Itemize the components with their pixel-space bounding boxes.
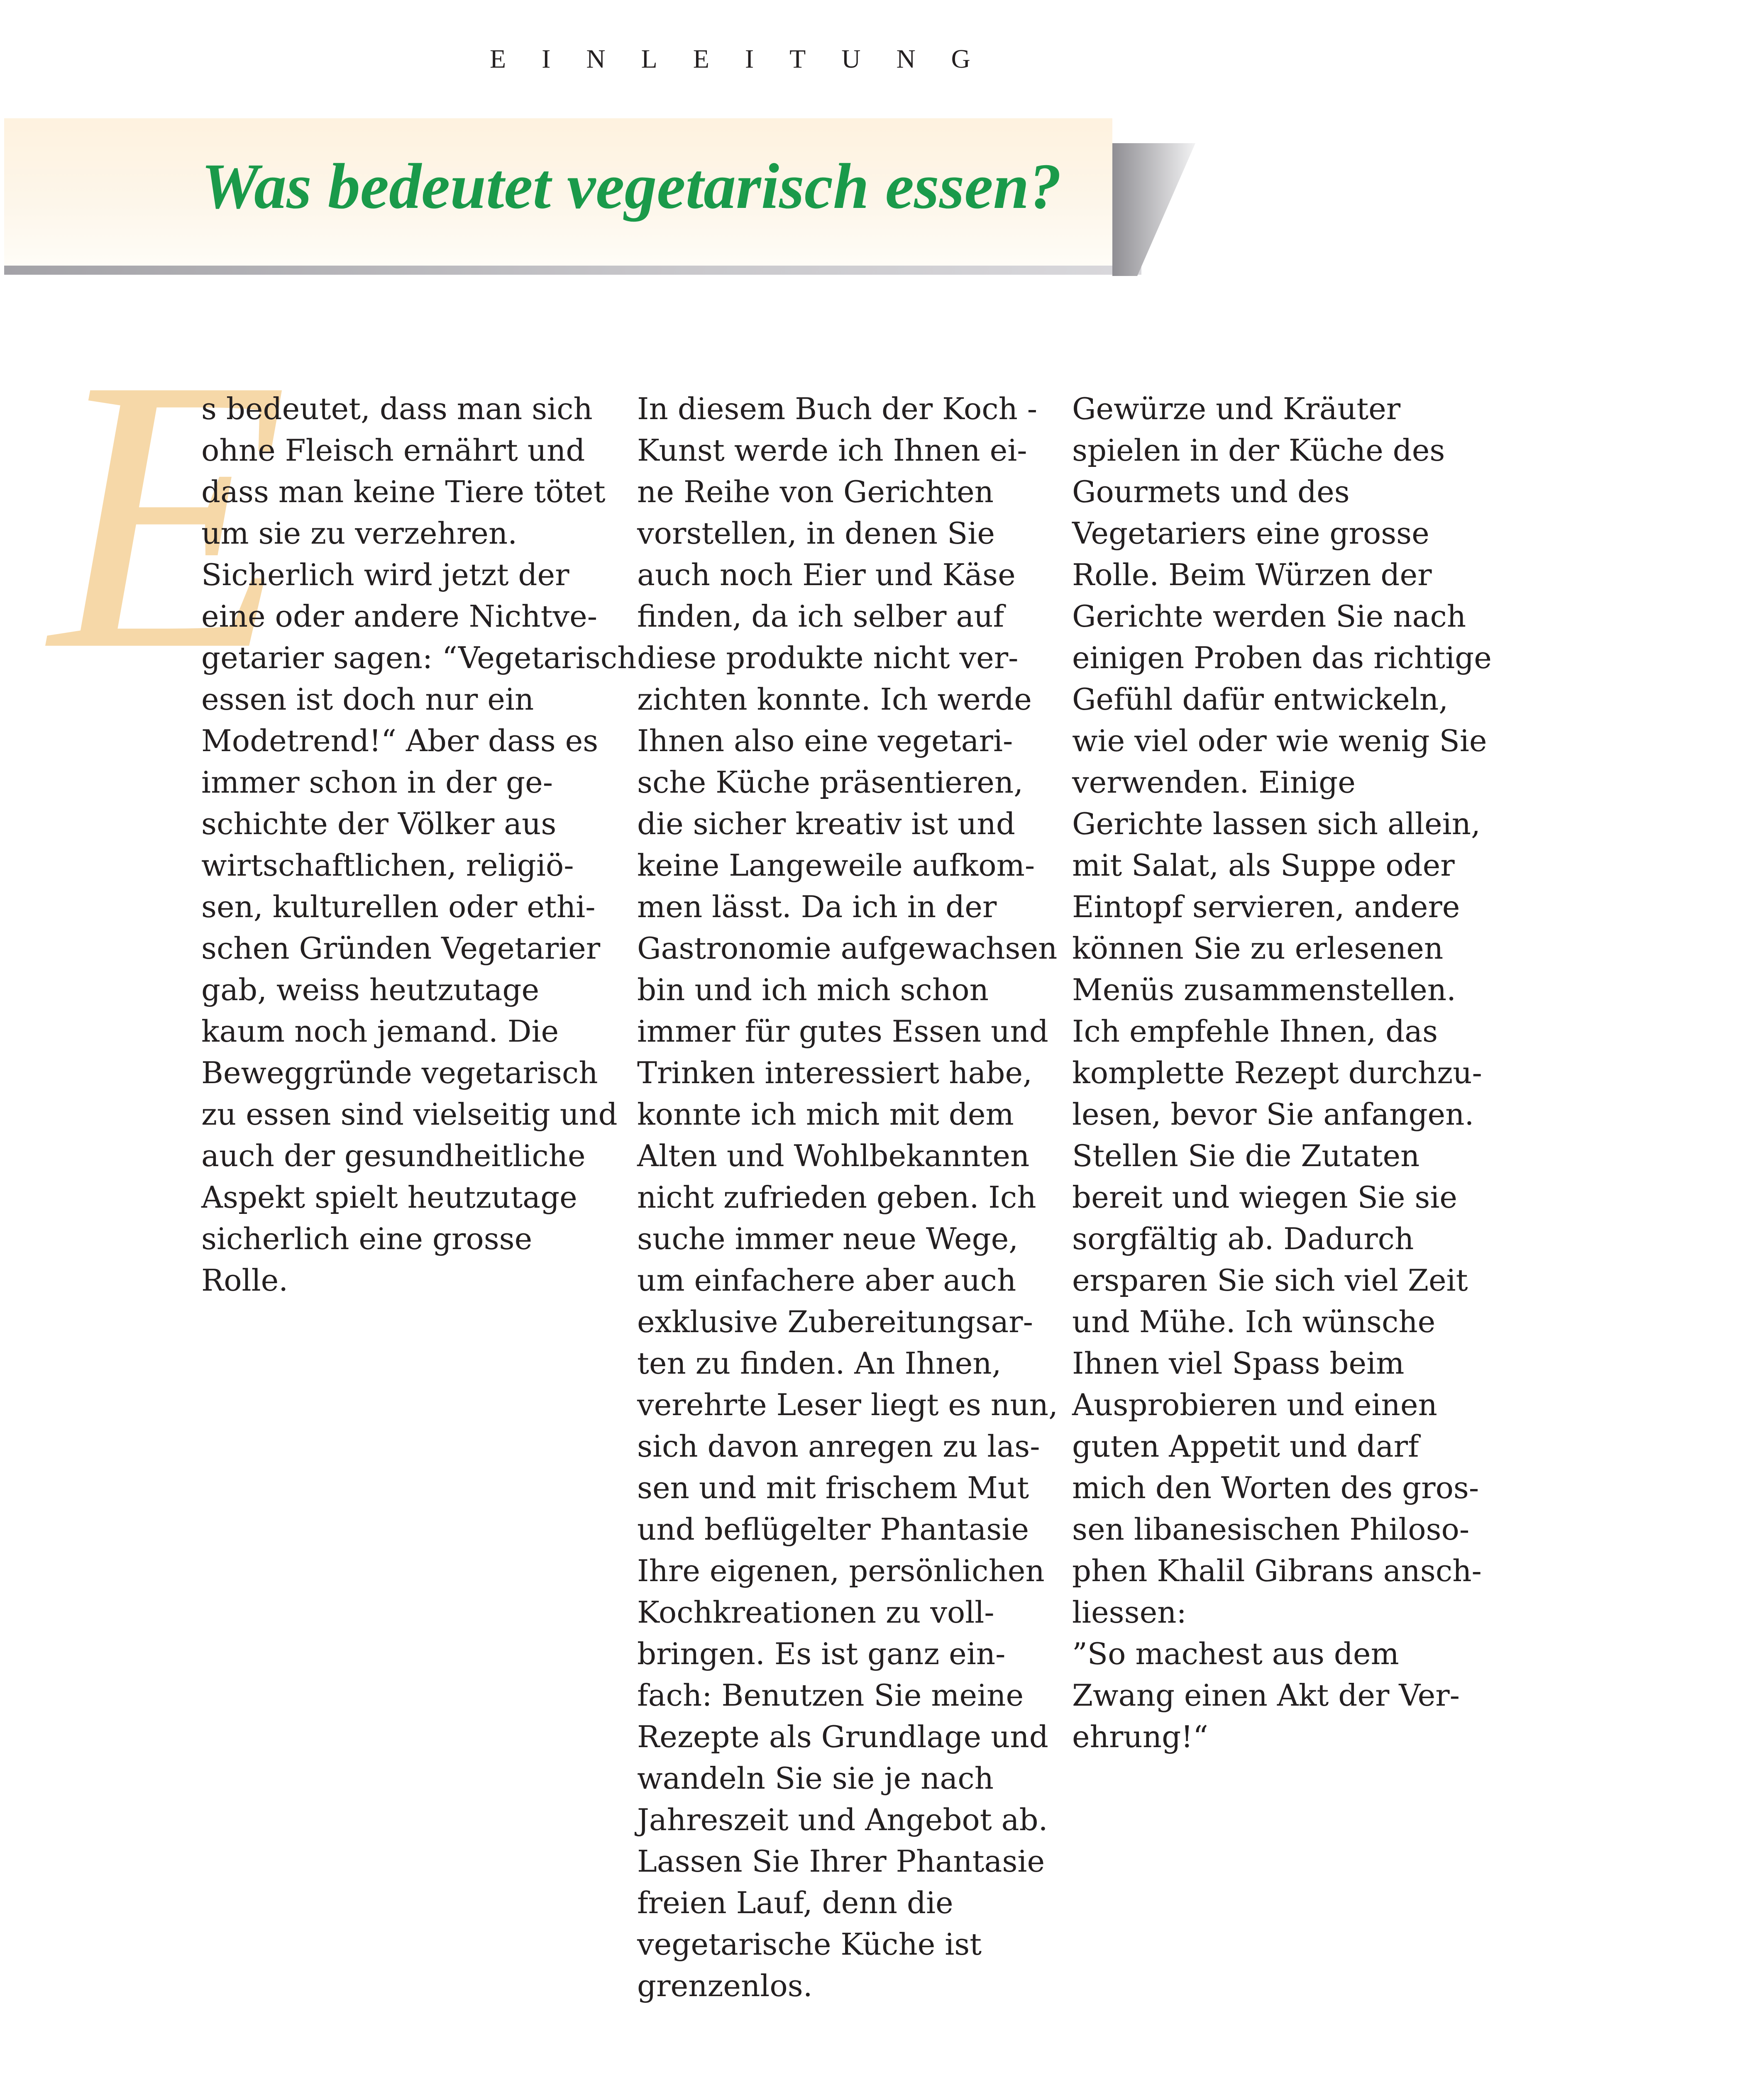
text-line: phen Khalil Gibrans ansch- [1072, 1553, 1482, 1588]
text-line: Ihre eigenen, persönlichen [637, 1553, 1045, 1588]
text-line: wandeln Sie sie je nach [637, 1761, 994, 1796]
text-line: schichte der Völker aus [201, 806, 557, 841]
text-line: Zwang einen Akt der Ver- [1072, 1678, 1460, 1713]
text-line: exklusive Zubereitungsar- [637, 1304, 1033, 1339]
text-column-2 [637, 388, 1058, 2007]
text-line: Lassen Sie Ihrer Phantasie [637, 1844, 1045, 1879]
text-line: kaum noch jemand. Die [201, 1014, 559, 1049]
text-line: sche Küche präsentieren, [637, 765, 1024, 800]
text-line: um sie zu verzehren. [201, 516, 518, 551]
text-line: finden, da ich selber auf [637, 599, 1004, 634]
text-line: Trinken interessiert habe, [637, 1055, 1032, 1090]
text-line: spielen in der Küche des [1072, 433, 1445, 468]
text-line: auch der gesundheitliche [201, 1138, 586, 1173]
drop-cap: E [50, 298, 288, 730]
text-line: Ihnen viel Spass beim [1072, 1346, 1405, 1381]
text-line: können Sie zu erlesenen [1072, 931, 1444, 966]
text-column-1 [201, 388, 637, 1301]
text-line: einigen Proben das richtige [1072, 640, 1492, 675]
text-line: keine Langeweile aufkom- [637, 848, 1035, 883]
text-line: Rezepte als Grundlage und [637, 1719, 1048, 1754]
text-line: liessen: [1072, 1595, 1187, 1630]
text-line: die sicher kreativ ist und [637, 806, 1015, 841]
text-line: bringen. Es ist ganz ein- [637, 1636, 1006, 1671]
text-line: bin und ich mich schon [637, 972, 989, 1007]
text-line: bereit und wiegen Sie sie [1072, 1180, 1457, 1215]
text-line: sen libanesischen Philoso- [1072, 1512, 1470, 1547]
text-line: Rolle. [201, 1263, 288, 1298]
text-line: verehrte Leser liegt es nun, [637, 1387, 1058, 1422]
text-line: In diesem Buch der Koch - [637, 391, 1038, 426]
title-band-shadow [4, 266, 1141, 275]
text-line: Kunst werde ich Ihnen ei- [637, 433, 1027, 468]
text-line: Gewürze und Kräuter [1072, 391, 1401, 426]
text-line: sicherlich eine grosse [201, 1221, 533, 1256]
text-line: schen Gründen Vegetarier [201, 931, 601, 966]
section-label: EINLEITUNG [490, 44, 1006, 73]
text-line: sen, kulturellen oder ethi- [201, 889, 596, 924]
text-line: eine oder andere Nichtve- [201, 599, 598, 634]
text-line: Jahreszeit und Angebot ab. [637, 1802, 1048, 1837]
text-line: ten zu finden. An Ihnen, [637, 1346, 1002, 1381]
text-line: Gourmets und des [1072, 474, 1350, 509]
text-line: wie viel oder wie wenig Sie [1072, 723, 1487, 758]
text-line: nicht zufrieden geben. Ich [637, 1180, 1036, 1215]
text-line: fach: Benutzen Sie meine [637, 1678, 1024, 1713]
text-line: Kochkreationen zu voll- [637, 1595, 994, 1630]
text-line: wirtschaftlichen, religiö- [201, 848, 574, 883]
text-line: zu essen sind vielseitig und [201, 1097, 618, 1132]
text-line: immer für gutes Essen und [637, 1014, 1048, 1049]
text-line: Rolle. Beim Würzen der [1072, 557, 1432, 592]
text-line: auch noch Eier und Käse [637, 557, 1016, 592]
text-line: ne Reihe von Gerichten [637, 474, 994, 509]
text-line: Menüs zusammenstellen. [1072, 972, 1456, 1007]
text-line: ”So machest aus dem [1072, 1636, 1399, 1671]
text-line: suche immer neue Wege, [637, 1221, 1019, 1256]
text-line: Gastronomie aufgewachsen [637, 931, 1058, 966]
text-line: um einfachere aber auch [637, 1263, 1016, 1298]
text-line: mit Salat, als Suppe oder [1072, 848, 1455, 883]
title-band-wedge [1112, 143, 1195, 276]
text-line: guten Appetit und darf [1072, 1429, 1419, 1464]
text-line: Sicherlich wird jetzt der [201, 557, 569, 592]
text-line: konnte ich mich mit dem [637, 1097, 1014, 1132]
text-line: dass man keine Tiere tötet [201, 474, 606, 509]
text-line: s bedeutet, dass man sich [201, 391, 593, 426]
text-line: Vegetariers eine grosse [1072, 516, 1429, 551]
text-line: und beflügelter Phantasie [637, 1512, 1029, 1547]
text-line: Ausprobieren und einen [1072, 1387, 1437, 1422]
text-line: diese produkte nicht ver- [637, 640, 1019, 675]
text-line: sen und mit frischem Mut [637, 1470, 1029, 1505]
text-line: sorgfältig ab. Dadurch [1072, 1221, 1414, 1256]
text-line: ehrung!“ [1072, 1719, 1208, 1754]
text-line: sich davon anregen zu las- [637, 1429, 1040, 1464]
text-line: essen ist doch nur ein [201, 682, 534, 717]
text-line: lesen, bevor Sie anfangen. [1072, 1097, 1474, 1132]
text-line: Aspekt spielt heutzutage [201, 1180, 577, 1215]
text-line: Gerichte werden Sie nach [1072, 599, 1466, 634]
text-line: freien Lauf, denn die [637, 1885, 953, 1920]
text-line: immer schon in der ge- [201, 765, 553, 800]
text-line: und Mühe. Ich wünsche [1072, 1304, 1436, 1339]
text-line: vegetarische Küche ist [637, 1927, 982, 1962]
text-line: gab, weiss heutzutage [201, 972, 540, 1007]
text-line: Gerichte lassen sich allein, [1072, 806, 1481, 841]
text-line: Alten und Wohlbekannten [637, 1138, 1030, 1173]
text-line: vorstellen, in denen Sie [637, 516, 995, 551]
page-title: Was bedeutet vegetarisch essen? [201, 150, 1062, 222]
text-line: komplette Rezept durchzu- [1072, 1055, 1482, 1090]
text-line: Ihnen also eine vegetari- [637, 723, 1013, 758]
text-line: Ich empfehle Ihnen, das [1072, 1014, 1438, 1049]
text-line: Modetrend!“ Aber dass es [201, 723, 599, 758]
text-column-3 [1072, 388, 1492, 1758]
text-line: Beweggründe vegetarisch [201, 1055, 598, 1090]
text-line: ersparen Sie sich viel Zeit [1072, 1263, 1468, 1298]
text-line: verwenden. Einige [1072, 765, 1356, 800]
text-line: Eintopf servieren, andere [1072, 889, 1460, 924]
text-line: mich den Worten des gros- [1072, 1470, 1479, 1505]
text-line: getarier sagen: “Vegetarisch [201, 640, 637, 675]
text-line: ohne Fleisch ernährt und [201, 433, 585, 468]
text-line: zichten konnte. Ich werde [637, 682, 1032, 717]
text-line: Gefühl dafür entwickeln, [1072, 682, 1449, 717]
text-line: grenzenlos. [637, 1968, 813, 2003]
text-line: Stellen Sie die Zutaten [1072, 1138, 1420, 1173]
text-line: men lässt. Da ich in der [637, 889, 997, 924]
